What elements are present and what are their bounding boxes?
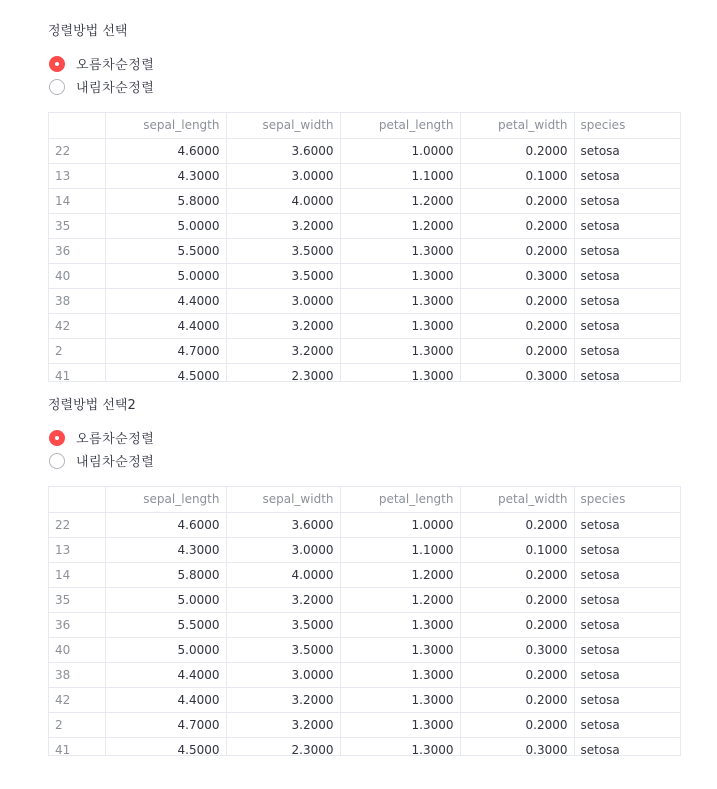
table-cell[interactable]: setosa (574, 163, 680, 188)
table-cell[interactable]: 0.2000 (460, 587, 574, 612)
table-cell[interactable]: setosa (574, 238, 680, 263)
table-cell[interactable]: setosa (574, 737, 680, 756)
row-index-cell[interactable]: 35 (49, 587, 105, 612)
table-cell[interactable]: 4.4000 (105, 288, 226, 313)
row-index-cell[interactable]: 2 (49, 712, 105, 737)
table-cell[interactable]: 2.3000 (226, 363, 340, 382)
table-cell[interactable]: 4.4000 (105, 313, 226, 338)
table-cell[interactable]: 1.1000 (340, 537, 460, 562)
table-cell[interactable]: 4.6000 (105, 512, 226, 537)
table-cell[interactable]: 3.6000 (226, 138, 340, 163)
table-cell[interactable]: 5.0000 (105, 213, 226, 238)
table-cell[interactable]: setosa (574, 537, 680, 562)
table-cell[interactable]: setosa (574, 188, 680, 213)
radio-option-descending[interactable] (48, 75, 681, 98)
table-cell[interactable]: 1.3000 (340, 612, 460, 637)
sort-widget-2 (48, 396, 681, 756)
data-table (49, 487, 680, 756)
radio-group-label: 정렬방법 선택2 (48, 398, 136, 413)
table-cell[interactable]: 0.2000 (460, 662, 574, 687)
radio-option-ascending[interactable] (48, 52, 681, 75)
table-cell[interactable]: 3.0000 (226, 662, 340, 687)
table-cell[interactable]: 1.2000 (340, 188, 460, 213)
table-row (49, 163, 680, 188)
table-cell[interactable]: 1.3000 (340, 263, 460, 288)
radio-option-label: 오름차순정렬 (76, 58, 155, 73)
table-cell[interactable]: 1.3000 (340, 712, 460, 737)
table-cell[interactable]: 0.3000 (460, 637, 574, 662)
table-cell[interactable]: 0.3000 (460, 263, 574, 288)
table-cell[interactable]: 3.5000 (226, 612, 340, 637)
index-header (49, 113, 105, 138)
table-cell[interactable]: 0.2000 (460, 712, 574, 737)
table-cell[interactable]: 4.7000 (105, 338, 226, 363)
table-cell[interactable]: 0.2000 (460, 338, 574, 363)
table-cell[interactable]: 5.5000 (105, 612, 226, 637)
column-header-petal-width[interactable]: petal_width (460, 487, 574, 512)
sort-widget-1 (48, 22, 681, 382)
table-cell[interactable]: 1.2000 (340, 562, 460, 587)
table-cell[interactable]: setosa (574, 687, 680, 712)
row-index-cell[interactable]: 40 (49, 263, 105, 288)
table-cell[interactable]: 0.1000 (460, 163, 574, 188)
table-cell[interactable]: setosa (574, 138, 680, 163)
row-index-cell[interactable]: 22 (49, 138, 105, 163)
table-header-row (49, 113, 680, 138)
table-cell[interactable]: setosa (574, 213, 680, 238)
table-cell[interactable]: 4.6000 (105, 138, 226, 163)
table-cell[interactable]: setosa (574, 363, 680, 382)
table-row (49, 712, 680, 737)
table-cell[interactable]: 3.2000 (226, 712, 340, 737)
radio-option-descending[interactable] (48, 449, 681, 472)
table-cell[interactable]: setosa (574, 662, 680, 687)
radio-option-label: 내림차순정렬 (76, 81, 155, 96)
sort-radio-group (48, 426, 681, 472)
column-header-sepal-length[interactable]: sepal_length (105, 113, 226, 138)
data-table (49, 113, 680, 382)
table-cell[interactable]: 0.3000 (460, 363, 574, 382)
radio-option-ascending[interactable] (48, 426, 681, 449)
table-cell[interactable]: 0.2000 (460, 238, 574, 263)
table-cell[interactable]: 5.0000 (105, 263, 226, 288)
table-cell[interactable]: 2.3000 (226, 737, 340, 756)
table-cell[interactable]: 5.8000 (105, 562, 226, 587)
column-header-petal-width[interactable]: petal_width (460, 113, 574, 138)
table-row (49, 562, 680, 587)
table-row (49, 263, 680, 288)
column-header-sepal-width[interactable]: sepal_width (226, 487, 340, 512)
table-cell[interactable]: 1.3000 (340, 288, 460, 313)
table-cell[interactable]: 3.2000 (226, 587, 340, 612)
table-cell[interactable]: 4.5000 (105, 737, 226, 756)
table-cell[interactable]: 1.1000 (340, 163, 460, 188)
radio-checked-icon[interactable] (49, 56, 65, 72)
column-header-species[interactable]: species (574, 487, 680, 512)
row-index-cell[interactable]: 36 (49, 612, 105, 637)
dataframe-2[interactable] (48, 486, 681, 756)
table-cell[interactable]: 5.0000 (105, 587, 226, 612)
table-cell[interactable]: 3.2000 (226, 338, 340, 363)
table-cell[interactable]: 1.3000 (340, 238, 460, 263)
table-cell[interactable]: 0.2000 (460, 562, 574, 587)
table-cell[interactable]: 1.3000 (340, 313, 460, 338)
dataframe-1[interactable] (48, 112, 681, 382)
row-index-cell[interactable]: 38 (49, 288, 105, 313)
table-cell[interactable]: 1.3000 (340, 363, 460, 382)
table-row (49, 138, 680, 163)
table-cell[interactable]: 3.5000 (226, 263, 340, 288)
table-row (49, 213, 680, 238)
table-cell[interactable]: 3.5000 (226, 238, 340, 263)
row-index-cell[interactable]: 2 (49, 338, 105, 363)
table-cell[interactable]: 0.2000 (460, 687, 574, 712)
table-row (49, 612, 680, 637)
table-cell[interactable]: 0.2000 (460, 512, 574, 537)
row-index-cell[interactable]: 38 (49, 662, 105, 687)
table-cell[interactable]: 4.0000 (226, 188, 340, 213)
row-index-cell[interactable]: 14 (49, 562, 105, 587)
table-row (49, 637, 680, 662)
table-cell[interactable]: 3.6000 (226, 512, 340, 537)
row-index-cell[interactable]: 22 (49, 512, 105, 537)
radio-group-label: 정렬방법 선택 (48, 24, 128, 39)
table-row (49, 313, 680, 338)
table-header-row (49, 487, 680, 512)
table-cell[interactable]: setosa (574, 612, 680, 637)
table-cell[interactable]: 0.2000 (460, 288, 574, 313)
row-index-cell[interactable]: 42 (49, 313, 105, 338)
table-cell[interactable]: 1.0000 (340, 138, 460, 163)
column-header-sepal-length[interactable]: sepal_length (105, 487, 226, 512)
table-cell[interactable]: 4.0000 (226, 562, 340, 587)
table-cell[interactable]: setosa (574, 712, 680, 737)
table-cell[interactable]: 3.2000 (226, 313, 340, 338)
table-cell[interactable]: 1.3000 (340, 687, 460, 712)
table-cell[interactable]: setosa (574, 637, 680, 662)
table-row (49, 188, 680, 213)
column-header-petal-length[interactable]: petal_length (340, 113, 460, 138)
table-cell[interactable]: 5.8000 (105, 188, 226, 213)
table-cell[interactable]: 0.1000 (460, 537, 574, 562)
row-index-cell[interactable]: 14 (49, 188, 105, 213)
table-cell[interactable]: 0.2000 (460, 313, 574, 338)
table-cell[interactable]: 5.5000 (105, 238, 226, 263)
row-index-cell[interactable]: 40 (49, 637, 105, 662)
table-cell[interactable]: 0.2000 (460, 188, 574, 213)
table-cell[interactable]: setosa (574, 313, 680, 338)
table-cell[interactable]: 4.4000 (105, 687, 226, 712)
table-cell[interactable]: 5.0000 (105, 637, 226, 662)
table-cell[interactable]: 1.3000 (340, 338, 460, 363)
column-header-sepal-width[interactable]: sepal_width (226, 113, 340, 138)
row-index-cell[interactable]: 13 (49, 163, 105, 188)
table-cell[interactable]: setosa (574, 587, 680, 612)
table-cell[interactable]: setosa (574, 288, 680, 313)
table-cell[interactable]: 1.3000 (340, 637, 460, 662)
table-cell[interactable]: setosa (574, 263, 680, 288)
table-cell[interactable]: 3.2000 (226, 213, 340, 238)
table-cell[interactable]: setosa (574, 562, 680, 587)
radio-unchecked-icon[interactable] (49, 453, 65, 469)
table-cell[interactable]: 0.2000 (460, 138, 574, 163)
table-cell[interactable]: 4.3000 (105, 163, 226, 188)
table-cell[interactable]: 3.5000 (226, 637, 340, 662)
index-header (49, 487, 105, 512)
row-index-cell[interactable]: 35 (49, 213, 105, 238)
table-cell[interactable]: 3.0000 (226, 163, 340, 188)
table-cell[interactable]: setosa (574, 338, 680, 363)
column-header-petal-length[interactable]: petal_length (340, 487, 460, 512)
table-cell[interactable]: setosa (574, 512, 680, 537)
table-row (49, 587, 680, 612)
table-row (49, 537, 680, 562)
radio-option-label: 오름차순정렬 (76, 432, 155, 447)
row-index-cell[interactable]: 13 (49, 537, 105, 562)
table-cell[interactable]: 4.4000 (105, 662, 226, 687)
table-row (49, 363, 680, 382)
table-row (49, 512, 680, 537)
table-row (49, 288, 680, 313)
column-header-species[interactable]: species (574, 113, 680, 138)
table-row (49, 662, 680, 687)
table-cell[interactable]: 4.3000 (105, 537, 226, 562)
table-cell[interactable]: 0.3000 (460, 737, 574, 756)
table-cell[interactable]: 0.2000 (460, 612, 574, 637)
table-cell[interactable]: 0.2000 (460, 213, 574, 238)
row-index-cell[interactable]: 42 (49, 687, 105, 712)
table-row (49, 687, 680, 712)
table-cell[interactable]: 1.2000 (340, 213, 460, 238)
radio-checked-icon[interactable] (49, 430, 65, 446)
radio-unchecked-icon[interactable] (49, 79, 65, 95)
table-cell[interactable]: 1.3000 (340, 662, 460, 687)
table-cell[interactable]: 4.5000 (105, 363, 226, 382)
table-cell[interactable]: 1.0000 (340, 512, 460, 537)
row-index-cell[interactable]: 36 (49, 238, 105, 263)
table-cell[interactable]: 3.0000 (226, 537, 340, 562)
table-cell[interactable]: 1.3000 (340, 737, 460, 756)
table-row (49, 338, 680, 363)
table-row (49, 737, 680, 756)
row-index-cell[interactable]: 41 (49, 737, 105, 756)
table-cell[interactable]: 3.2000 (226, 687, 340, 712)
table-row (49, 238, 680, 263)
table-cell[interactable]: 3.0000 (226, 288, 340, 313)
sort-radio-group (48, 52, 681, 98)
table-cell[interactable]: 4.7000 (105, 712, 226, 737)
table-cell[interactable]: 1.2000 (340, 587, 460, 612)
radio-option-label: 내림차순정렬 (76, 455, 155, 470)
row-index-cell[interactable]: 41 (49, 363, 105, 382)
